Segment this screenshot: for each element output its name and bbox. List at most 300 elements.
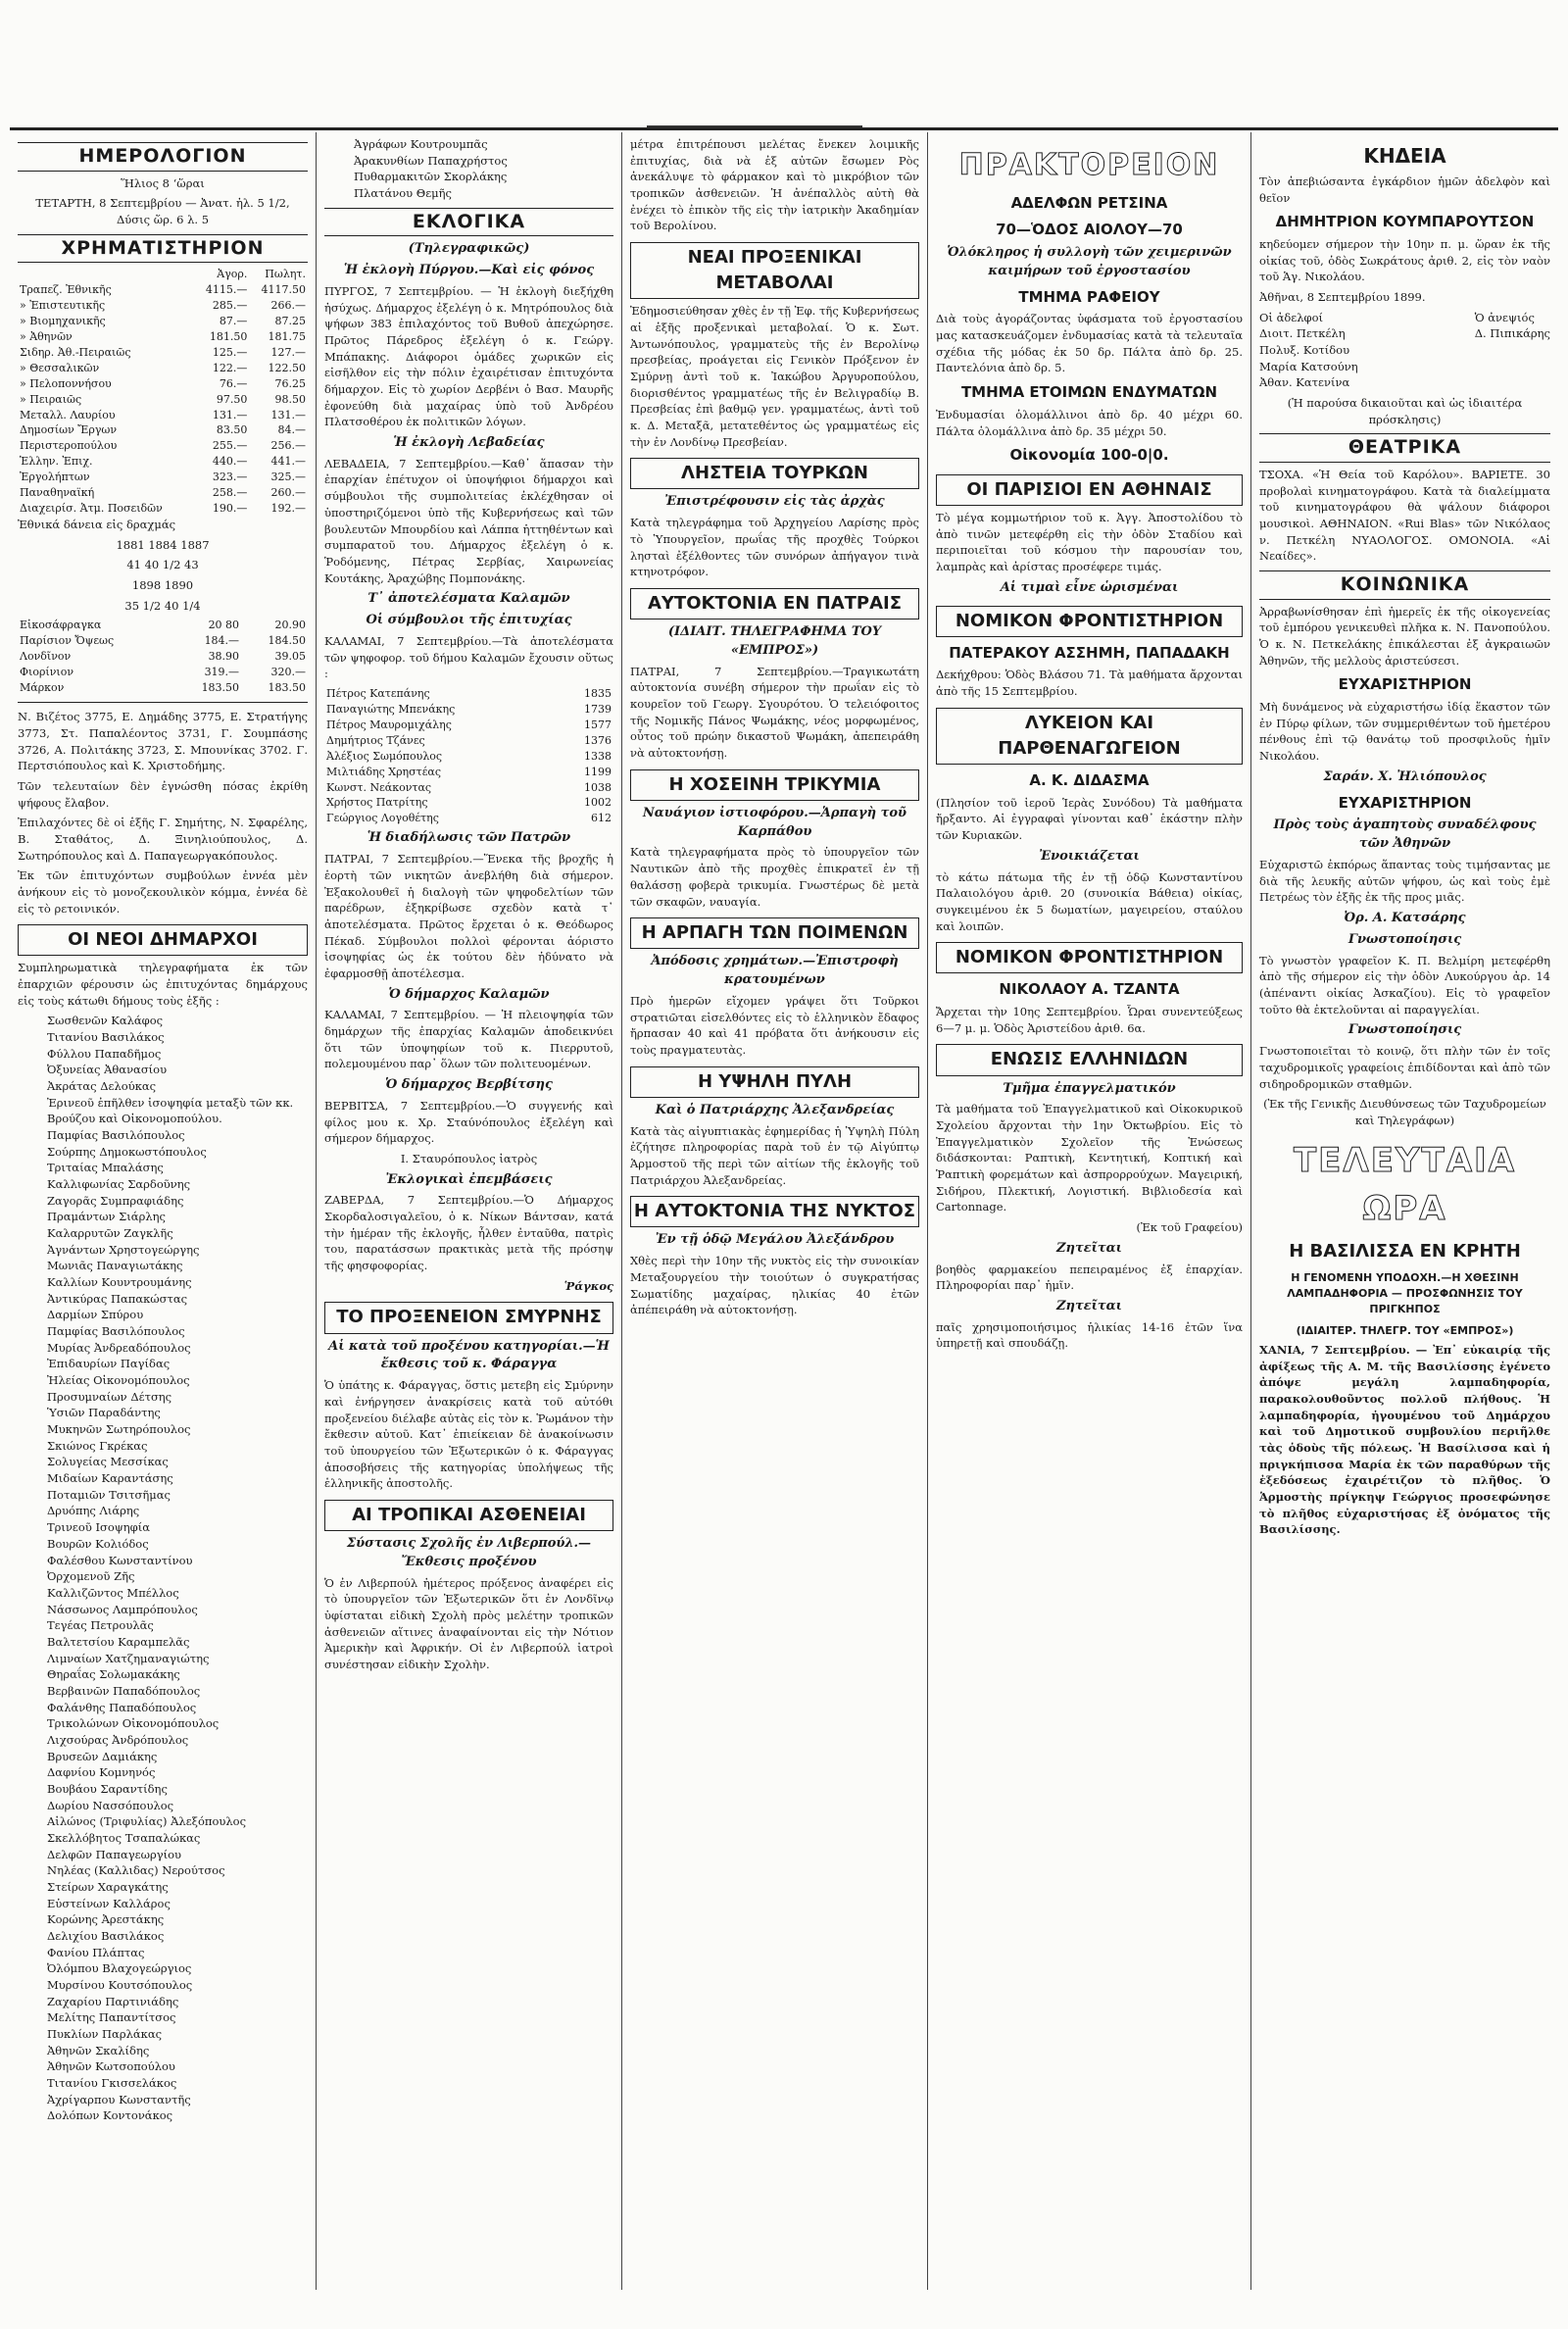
exchange-row-cell: Περιστεροπούλου	[20, 439, 118, 453]
exchange-row-cell: Σιδηρ. Ἀθ.-Πειραιῶς	[20, 345, 131, 359]
turks-title: ΛΗΣΤΕΙΑ ΤΟΥΡΚΩΝ	[630, 458, 919, 489]
mayor-list-item: Τριταίας Μπαλάσης	[47, 1161, 164, 1175]
law-school-subtitle: ΠΑΤΕΡΑΚΟΥ ΑΣΣΗΜΗ, ΠΑΠΑΔΑΚΗ	[949, 643, 1230, 662]
exchange-row-cell: Πωλητ.	[265, 268, 306, 281]
exchange-row-cell: 127.—	[270, 345, 306, 359]
exchange-row-cell: 83.50	[216, 423, 248, 437]
kalamai-row-cell: 1376	[584, 733, 612, 747]
exchange-row	[18, 329, 308, 345]
kalamai-row-cell: 1038	[584, 780, 612, 794]
exchange-row-cell: 255.—	[212, 439, 248, 453]
exchange-row-cell: 181.50	[209, 329, 248, 343]
mayor-list-item: Ζαγορᾶς Συμπραφιάδης	[47, 1193, 184, 1208]
smyrna-text: Ὁ ὑπάτης κ. Φάραγγας, ὅστις μετεβη εἰς Σμύρνην καὶ ἐνήργησεν ἀνακρίσεις κατὰ τοῦ αὐτόθι προξενείου διέλαβε αὐτὰς εἰς τὸν κ. Ῥωμάνον τὴν ἔκθεσιν αὐτοῦ. Κατ᾽ ἐπιείκειαν δὲ ἀνακοίνωσιν τοῦ ὑπουργείου τῶν Ἐξωτερικῶν ὁ κ. Φάραγγας ἀποσοβήσεις τῆς κατηγορίας ὑπολήψεως τῆς ἑλληνικῆς ἀποστολῆς.	[324, 1378, 613, 1491]
exchange-row-cell: 181.75	[268, 329, 306, 343]
rate-row-cell: 183.50	[268, 681, 306, 695]
exchange-row-cell: 256.—	[270, 439, 306, 453]
zaverda-headline: Ἐκλογικαὶ ἐπεμβάσεις	[385, 1171, 553, 1187]
notice-2-text: Γνωστοποιεῖται τὸ κοινῷ, ὅτι πλὴν τῶν ἐν τοῖς ταχυδρομικοῖς γραφείοις ἐπιδίδονται καὶ ἀπὸ τῶν σιδηροδρομικῶν σταθμῶν.	[1259, 1044, 1550, 1091]
mayor-list-item: Παμφίας Βασιλόπουλος	[47, 1128, 185, 1143]
mayor-list-item: Σολυγείας Μεσσίκας	[47, 1455, 169, 1469]
rate-row	[18, 633, 308, 649]
mayor-list-item: Νηλέας (Καλλιδας) Νερούτσος	[47, 1863, 225, 1878]
patras-headline: Ἡ διαδήλωσις τῶν Πατρῶν	[367, 830, 571, 846]
mayor-list-item: Ἀθηνῶν Σκαλίδης	[47, 2043, 150, 2057]
funeral-signatories	[1259, 310, 1550, 395]
kalamai-mayor-headline: Ὁ δήμαρχος Καλαμῶν	[388, 986, 550, 1002]
exchange-row-cell: Τραπεζ. Ἐθνικῆς	[20, 283, 112, 297]
mayor-list-item: Φανίου Πλάπτας	[47, 1945, 145, 1959]
exchange-row-cell: Παναθηναϊκή	[20, 486, 95, 500]
kalamai-row	[324, 811, 613, 826]
exchange-row	[18, 282, 308, 298]
mayor-list-item: Ἀκράτας Δελούκας	[47, 1079, 157, 1094]
consuls-text: Ἐδημοσιεύθησαν χθὲς ἐν τῇ Ἐφ. τῆς Κυβερνήσεως αἱ ἑξῆς προξενικαὶ μεταβολαί. Ὁ κ. Σωτ. Ἀντωνόπουλος, γραμματεὺς τῆς ἐν Βερολίνῳ πρεσβείας, προάγεται εἰς Γενικὸν Πρόξενον ἐν Σμύρνῃ ἀντὶ τοῦ κ. Ἰακώβου Ἀργυροπούλου, διορισθέντος γραμματέως τῆς ἐν Βελιγραδίῳ Β. Πρεσβείας ἐπὶ βαθμῷ γεν. γραμματέως, ἀντὶ τοῦ κ. Δ. Μεταξᾶ, μετατεθέντος ὡς γραμματέως εἰς τὴν ἐν Λονδίνῳ Πρεσβείαν.	[630, 304, 919, 449]
agency-ad-text: Διὰ τοὺς ἀγοράζοντας ὑφάσματα τοῦ ἐργοστασίου μας κατασκευάζομεν ἐνδυμασίας κατὰ τὰ τελευταῖα σχέδια τῆς μόδας ἐκ 50 δρ. Πάλτα ἀπὸ δρ. 25. Παντελόνια ἀπὸ δρ. 5.	[936, 312, 1243, 375]
rate-row-cell: Εἰκοσάφραγκα	[20, 619, 102, 632]
kalamai-row-cell: Πέτρος Μαυρομιχάλης	[326, 718, 452, 731]
exchange-row-cell: 125.—	[212, 345, 248, 359]
notice-1-text: Τὸ γνωστὸν γραφεῖον Κ. Π. Βελμίρη μετεφέρθη ἀπὸ τῆς σήμερον εἰς τὴν ὁδὸν Λυκούργου ἀρ. 14 (ἀπέναντι οἰκίας Ἀσκαζίου). Εἰς τὸ γραφεῖον τοῦτο θὰ ἐκτελοῦνται αἱ παραγγελίαι.	[1259, 953, 1550, 1016]
rate-row-cell: Μάρκον	[20, 681, 65, 695]
mayor-list-item: Καλλίων Κουντρουμάνης	[47, 1275, 192, 1290]
mayor-list-item: Σκελλόβητος Τσαπαλώκας	[47, 1830, 201, 1845]
mayor-list-item: Δαρμίων Σπύρου	[47, 1308, 144, 1322]
union-note: (Ἐκ τοῦ Γραφείου)	[1136, 1220, 1243, 1235]
exchange-row	[18, 408, 308, 423]
exchange-row-cell: 4117.50	[261, 283, 306, 297]
exchange-row-cell	[18, 267, 194, 282]
elections-title: ΕΚΛΟΓΙΚΑ	[324, 208, 613, 237]
kalamai-row-cell: Κωνστ. Νεάκοντας	[326, 780, 432, 794]
rate-row-cell: 320.—	[270, 666, 306, 679]
mayor-list-item: Βαλτετσίου Καραμπελᾶς	[47, 1634, 190, 1649]
results-paragraph-4: Ἐκ τῶν ἐπιτυχόντων συμβούλων ἐννέα μὲν ἀνήκουν εἰς τὸ μονοζεκουλικὸν κόμμα, ἐννέα δὲ εἰς τὸ ρετοινικόν.	[18, 868, 308, 916]
kalamai-row-cell: 1577	[584, 718, 612, 731]
exchange-row	[18, 361, 308, 376]
kalamai-intro: ΚΑΛΑΜΑΙ, 7 Σεπτεμβρίου.—Τὰ ἀποτελέσματα τῶν ψηφοφορ. τοῦ δήμου Καλαμῶν ἔχουσιν οὕτως :	[324, 633, 613, 681]
agency-ad-address: 70—ὉΔΟΣ ΑΙΟΛΟΥ—70	[996, 221, 1183, 239]
notice-2-signature: (Ἐκ τῆς Γενικῆς Διευθύνσεως τῶν Ταχυδρομείων καὶ Τηλεγράφων)	[1263, 1097, 1546, 1127]
exchange-row-cell: 76.—	[219, 376, 248, 390]
agency-ad-subtitle: ΑΔΕΛΦΩΝ ΡΕΤΣΙΝΑ	[1010, 193, 1168, 212]
porte-headline: Καὶ ὁ Πατριάρχης Ἀλεξανδρείας	[655, 1102, 895, 1117]
rate-row-cell: Λονδῖνον	[20, 650, 72, 664]
storm-text: Κατὰ τηλεγραφήματα πρὸς τὸ ὑπουργεῖον τῶν Ναυτικῶν ἀπὸ τῆς προχθὲς ἐπικρατεῖ ἐν τῇ θαλάσσῃ φοβερὰ τρικυμία. Γνωστέρως δὲ μετὰ τῶν σκαφῶν, ναυαγία.	[630, 845, 919, 909]
mayor-list-item: Ἀρακυνθίων Παπαχρήστος	[354, 153, 508, 168]
exchange-row	[18, 422, 308, 438]
mayor-list-item: Πυθαρμακιτῶν Σκορλάκης	[354, 170, 508, 184]
agency-ad-tagline: Ὁλόκληρος ἡ συλλογὴ τῶν χειμερινῶν καιμήρων τοῦ ἐργοστασίου	[947, 245, 1232, 278]
kalamai-row	[324, 686, 613, 702]
loans-row-4: 35 1/2 40 1/4	[124, 598, 201, 613]
mayors-list-continued	[324, 136, 613, 202]
law-school-2-title: ΝΟΜΙΚΟΝ ΦΡΟΝΤΙΣΤΗΡΙΟΝ	[936, 942, 1243, 973]
patras-suicide-title: ΑΥΤΟΚΤΟΝΙΑ ΕΝ ΠΑΤΡΑΙΣ	[630, 588, 919, 619]
mayor-list-item: Λιχσούρας Ἀνδρόπουλος	[47, 1732, 189, 1747]
exchange-row-cell: » Ἐπιστευτικῆς	[20, 298, 106, 312]
exchange-row	[18, 345, 308, 361]
patras-suicide-text: ΠΑΤΡΑΙ, 7 Σεπτεμβρίου.—Τραγικωτάτη αὐτοκτονία συνέβη σήμερον τὴν πρωΐαν εἰς τὸ κουρεῖον τοῦ Γεωργ. Σγουρότου. Ὁ τελειόφοιτος τῆς Νομικῆς Πάνος Ψωμάκης, νέος μορφωμένος, οὗτος τοῦ πρώην δικαστοῦ Ψωμάκη, ἀπεπειράθη νὰ αὐτοκτονήσῃ.	[630, 664, 919, 761]
funeral-siblings: Οἱ ἀδελφοί Διοιτ. Πετκέλη Πολυξ. Κοτίδου Μαρία Κατσούνη Ἀθαν. Κατενίνα	[1259, 310, 1358, 390]
theatre-title: ΘΕΑΤΡΙΚΑ	[1259, 433, 1550, 463]
mayor-list-item: Φαλάνθης Παπαδόπουλος	[47, 1700, 197, 1714]
rate-row	[18, 680, 308, 696]
union-subtitle: Τμῆμα ἐπαγγελματικόν	[1003, 1080, 1176, 1096]
exchange-row-cell: Ἑλλην. Ἐπιχ.	[20, 455, 93, 469]
wanted-headline: Ζητεῖται	[1056, 1240, 1122, 1256]
rates-table	[18, 618, 308, 696]
vervitsa-headline: Ὁ δήμαρχος Βερβίτσης	[385, 1077, 553, 1093]
vervitsa-text: ΒΕΡΒΙΤΣΑ, 7 Σεπτεμβρίου.—Ὁ συγγενής καὶ φίλος μου κ. Χρ. Σταύνόπουλος ἐξελέγη καὶ σήμερον δήμαρχος.	[324, 1098, 613, 1146]
mayor-list-item: Δελφῶν Παπαγεωργίου	[47, 1847, 182, 1861]
shepherds-headline: Ἀπόδοσις χρημάτων.—Ἐπιστροφὴ κρατουμένων	[651, 954, 899, 988]
mayor-list-item: Μυκηνῶν Σωτηρόπουλος	[47, 1422, 191, 1437]
kalamai-row-cell: 1199	[584, 765, 612, 778]
parisian-text: Τὸ μέγα κομμωτήριον τοῦ κ. Ἀγγ. Ἀποστολίδου τὸ ἀπὸ τινῶν μετεφέρθη εἰς τὴν ὁδὸν Σταδίου καὶ περιποιεῖται τοῦ κόσμου τὴν παρουσίαν του, λαμπρὰς καὶ ἀρίστας προσέφερε τιμάς.	[936, 511, 1243, 574]
mayor-list-item: Δρυόπης Λιάρης	[47, 1504, 140, 1518]
exchange-row-cell: 87.25	[274, 314, 306, 327]
exchange-row-cell: 4115.—	[205, 283, 248, 297]
exchange-row	[18, 454, 308, 470]
exchange-row-cell: » Πειραιῶς	[20, 392, 82, 406]
calendar-line-2: ΤΕΤΑΡΤΗ, 8 Σεπτεμβρίου — Ἀνατ. ἡλ. 5 1/2, Δύσις ὥρ. 6 λ. 5	[35, 196, 290, 226]
last-hour-title: ΤΕΛΕΥΤΑΙΑ ΩΡΑ	[1293, 1140, 1517, 1228]
exchange-row-cell: 323.—	[212, 471, 248, 484]
mayor-list-item: Δολόπων Κοντονάκος	[47, 2108, 173, 2123]
mayor-list-item: Μυρίας Ἀνδρεαδόπουλος	[47, 1340, 191, 1355]
rate-row-cell: 319.—	[204, 666, 240, 679]
exchange-row-cell: Μεταλλ. Λαυρίου	[20, 408, 116, 421]
lyceum-title: ΛΥΚΕΙΟΝ ΚΑΙ ΠΑΡΘΕΝΑΓΩΓΕΙΟΝ	[936, 708, 1243, 765]
exchange-row	[18, 267, 308, 282]
exchange-row-cell: » Ἀθηνῶν	[20, 329, 73, 343]
column-1	[10, 132, 316, 2290]
notice-2-title: Γνωστοποίησις	[1348, 1022, 1462, 1038]
mayor-list-item: Παμφίας Βασιλόπουλος	[47, 1324, 185, 1339]
kalamai-row-cell: Παναγιώτης Μπενάκης	[326, 702, 456, 716]
mayor-list-item: Ζαχαρίου Παρτινιάδης	[47, 1994, 179, 2008]
kalamai-row-cell: 1739	[584, 702, 612, 716]
smyrna-headline: Αἱ κατὰ τοῦ προξένου κατηγορίαι.—Ἡ ἔκθεσις τοῦ κ. Φάραγγα	[328, 1338, 610, 1372]
funeral-title: ΚΗΔΕΙΑ	[1363, 144, 1446, 168]
column-2	[316, 132, 621, 2290]
mayor-list-item: Δωρίου Νασσόπουλος	[47, 1798, 174, 1812]
exchange-row	[18, 376, 308, 392]
results-paragraph: Ν. Βιζέτος 3775, Ε. Δημάδης 3775, Ε. Στρατήγης 3773, Στ. Παπαλέοντος 3731, Γ. Σουμπάσης 3726, Α. Πολιτάκης 3723, Σ. Μπουνίκας 3702. Γ. Περτσιόπουλος καὶ Κ. Χριστοδήμης.	[18, 710, 308, 773]
exchange-row-cell: 87.—	[219, 314, 248, 327]
mayor-list-item: Εὐστείνων Καλλάρος	[47, 1896, 171, 1910]
kalamai-row-cell: Χρήστος Πατρίτης	[326, 796, 428, 810]
thanks-2-headline: Πρὸς τοὺς ἀγαπητοὺς συναδέλφους τῶν Ἀθηνῶν	[1273, 818, 1537, 852]
mayor-list-item: Ἀγνάντων Χρηστογεώργης	[47, 1242, 200, 1257]
mayor-list-item: Προσυμναίων Δέτσης	[47, 1389, 172, 1404]
mayor-list-item: Βουρῶν Κολιόδος	[47, 1536, 149, 1551]
exchange-title: ΧΡΗΜΑΤΙΣΤΗΡΙΟΝ	[18, 234, 308, 264]
mayor-list-item: Μωνιᾶς Παναγιωτάκης	[47, 1259, 183, 1273]
mayor-list-item: Καλλιζῶντος Μπέλλος	[47, 1585, 179, 1600]
night-suicide-headline: Ἐν τῇ ὁδῷ Μεγάλου Ἀλεξάνδρου	[655, 1232, 895, 1248]
kalamai-row	[324, 718, 613, 733]
mayor-list-item: Ἀντικύρας Παπακώστας	[47, 1291, 188, 1306]
rate-row-cell: 38.90	[208, 650, 240, 664]
zaverda-signature: Ῥάγκος	[564, 1278, 613, 1293]
rate-row	[18, 618, 308, 633]
rate-row-cell: 39.05	[274, 650, 306, 664]
mayor-list-item: Μιδαίων Καραντάσης	[47, 1471, 173, 1486]
rent-text: τὸ κάτω πάτωμα τῆς ἐν τῇ ὁδῷ Κωνσταντίνου Παλαιολόγου ἀριθ. 20 (συνοικία Βάθεια) οἰκίας, συγκειμένου ἐκ 5 δωματίων, μαγειρείου, σταύλου καὶ λοιπῶν.	[936, 869, 1243, 933]
rate-row-cell: 184.50	[268, 634, 306, 648]
mayor-list-item: Ὑσιῶν Παραδάντης	[47, 1406, 161, 1420]
mayor-list-item: Πυκλίων Παρλάκας	[47, 2026, 163, 2041]
calendar-line-1: Ἥλιος 8 ‘ὥραι	[121, 175, 205, 190]
kalamai-row-cell: Δημήτριος Τζάνες	[326, 733, 425, 747]
exchange-row-cell: » Πελοποννήσου	[20, 376, 112, 390]
wanted-2-headline: Ζητεῖται	[1056, 1298, 1122, 1313]
exchange-row	[18, 314, 308, 329]
top-rule	[10, 127, 1558, 130]
exchange-row-cell: 441.—	[270, 455, 306, 469]
kalamai-mayor-text: ΚΑΛΑΜΑΙ, 7 Σεπτεμβρίου. — Ἡ πλειοψηφία τῶν δημάρχων τῆς ἐπαρχίας Καλαμῶν ἀποδεικνύει ὅτι τῶν ὑποψηφίων τοῦ κ. Πιερρυτοῦ, πολεμουμένου παρ᾽ ὅλων τῶν πολιτευομένων.	[324, 1008, 613, 1071]
night-suicide-title: Η ΑΥΤΟΚΤΟΝΙΑ ΤΗΣ ΝΥΚΤΟΣ	[630, 1196, 919, 1227]
parisian-title: ΟΙ ΠΑΡΙΣΙΟΙ ΕΝ ΑΘΗΝΑΙΣ	[936, 474, 1243, 506]
exchange-row-cell: 84.—	[277, 423, 306, 437]
rate-row-cell: 184.—	[204, 634, 240, 648]
rent-headline: Ἐνοικιάζεται	[1039, 848, 1140, 864]
shepherds-title: Η ΑΡΠΑΓΗ ΤΩΝ ΠΟΙΜΕΝΩΝ	[630, 917, 919, 949]
union-title: ΕΝΩΣΙΣ ΕΛΛΗΝΙΔΩΝ	[936, 1044, 1243, 1075]
consuls-title: ΝΕΑΙ ΠΡΟΞΕΝΙΚΑΙ ΜΕΤΑΒΟΛΑΙ	[630, 242, 919, 299]
mayor-list-item: Μυρσίνου Κουτσόπουλος	[47, 1977, 193, 1992]
kalamai-row-cell: Γεώργιος Λογοθέτης	[326, 812, 439, 825]
queen-title: Η ΒΑΣΙΛΙΣΣΑ ΕΝ ΚΡΗΤΗ	[1289, 1241, 1521, 1263]
funeral-name: ΔΗΜΗΤΡΙΟΝ ΚΟΥΜΠΑΡΟΥΤΣΟΝ	[1275, 213, 1535, 231]
kalamai-row	[324, 749, 613, 765]
night-suicide-text: Χθὲς περὶ τὴν 10ην τῆς νυκτὸς εἰς τὴν συνοικίαν Μεταξουργείου τὴν τοιούτων ὁ συγκρατήσας Σωματίδης μαχαίρας, ηλικίας 40 ἐτῶν ἀπέπειράθη νὰ αὐτοκτονήσῃ.	[630, 1254, 919, 1317]
exchange-row-cell: 285.—	[212, 298, 248, 312]
exchange-row-cell: 266.—	[270, 298, 306, 312]
exchange-row	[18, 392, 308, 408]
rate-row	[18, 649, 308, 665]
exchange-row	[18, 438, 308, 454]
exchange-row-cell: Δημοσίων Ἔργων	[20, 423, 118, 437]
porte-title: Η ΥΨΗΛΗ ΠΥΛΗ	[630, 1066, 919, 1098]
kalamai-row-cell: Πέτρος Κατεπάνης	[326, 686, 430, 700]
thanks-2-title: ΕΥΧΑΡΙΣΤΗΡΙΟΝ	[1338, 793, 1472, 812]
mayor-list-item: Τιτανίου Βασιλάκος	[47, 1030, 165, 1044]
turks-text: Κατὰ τηλεγράφημα τοῦ Ἀρχηγείου Λαρίσης πρὸς τὸ Ὑπουργεῖον, πρωΐας τῆς προχθὲς Τούρκοι λησταὶ ἐξέλθοντες τῶν συνόρων ἀπήγαγον τινὰ κτηνοτρόφον.	[630, 516, 919, 579]
law-school-text: Δεκήχθρου: Ὁδὸς Βλάσου 71. Τὰ μαθήματα ἄρχονται ἀπὸ τῆς 15 Σεπτεμβρίου.	[936, 668, 1243, 699]
exchange-row-cell: Διαχειρίσ. Ἀτμ. Ποσειδῶν	[20, 502, 163, 516]
mayor-list-item: Στείρων Χαραγκάτης	[47, 1879, 169, 1894]
wanted-2-text: παῖς χρησιμοποιήσιμος ἡλικίας 14-16 ἐτῶν ἵνα ὑπηρετῇ καὶ σπουδάζῃ.	[936, 1319, 1243, 1351]
funeral-date: Ἀθῆναι, 8 Σεπτεμβρίου 1899.	[1259, 290, 1426, 305]
mayor-list-item: Ὀλόμπου Βλαχογεώργιος	[47, 1961, 192, 1976]
kalamai-results-table	[324, 686, 613, 826]
patras-suicide-subhead: (ΙΔΙΑΙΤ. ΤΗΛΕΓΡΑΦΗΜΑ ΤΟΥ «ΕΜΠΡΟΣ»)	[667, 623, 882, 658]
agency-ad-section-2: ΤΜΗΜΑ ΕΤΟΙΜΩΝ ΕΝΔΥΜΑΤΩΝ	[960, 383, 1218, 402]
kalamai-row	[324, 702, 613, 718]
calendar-title: ΗΜΕΡΟΛΟΓΙΟΝ	[18, 142, 308, 172]
kalamai-headline: Τ᾽ ἀποτελέσματα Καλαμῶν	[368, 591, 570, 607]
mayor-list-item: Ὀξυνείας Ἀθανασίου	[47, 1063, 168, 1077]
results-paragraph-2: Τῶν τελευταίων δὲν ἐγνώσθη πόσας ἐκρίθη ψήφους ἔλαβον.	[18, 778, 308, 810]
mayor-list-item: Βερβαινῶν Παπαδόπουλος	[47, 1683, 201, 1698]
funeral-intro: Τὸν ἀπεβιώσαντα ἐγκάρδιον ἡμῶν ἀδελφὸν καὶ θεῖον	[1259, 174, 1550, 205]
exchange-row-cell: » Θεσσαλικῶν	[20, 361, 100, 374]
social-text: Ἀρραβωνίσθησαν ἐπὶ ἡμερεῖς ἐκ τῆς οἰκογενείας τοῦ ἐμπόρου γενικευθεὶ πλῆκα κ. Ν. Πανοπούλου. Ὁ κ. Ν. Πετκελάκης ἐπικάλεσται ἐξ ἀγκραιωῶν Ἀθηνῶν, τῆς μελλοὺς ἀριστεύσεσι.	[1259, 604, 1550, 668]
mayor-list-item: Καλλιφωνίας Σαρδοῦνης	[47, 1177, 191, 1192]
shepherds-text: Πρὸ ἡμερῶν εἴχομεν γράψει ὅτι Τοῦρκοι στρατιῶται εἰσελθόντες εἰς τὸ ἑλληνικὸν ἔδαφος ἤρπασαν 40 καὶ 41 πρόβατα ὅτι ἀνήκουσιν εἰς τοὺς πραγματευτὰς.	[630, 993, 919, 1057]
divider	[18, 702, 308, 703]
levadia-text: ΛΕΒΑΔΕΙΑ, 7 Σεπτεμβρίου.—Καθ᾽ ἅπασαν τὴν ἐπαρχίαν ἐπέτυχον οἱ ὑποψήφιοι δήμαρχοι καὶ σύμβουλοι τῆς συμπολιτείας ἐκλέχθησαν οἱ ὑποστηριζόμενοι ὑπὸ τῆς Κυβερνήσεως καὶ τῶν βουλευτῶν Μπουρδίου καὶ Λάππα ἡττηθέντων καὶ συμπαρατοῦ του. Δήμαρχος ἐξελέγη ὁ κ. Ῥοδόμενης, Πέτρας Σερβίας, Χαιρωνείας Κουτάκης, Ἀραχώβης Πομπονάκης.	[324, 456, 613, 585]
levadia-headline: Ἡ ἐκλογὴ Λεβαδείας	[393, 434, 545, 450]
mayor-list-item: Τρινεοῦ Ισοψηφία	[47, 1520, 151, 1535]
mayor-list-item: Λιμναίων Χατζημαναγιώτης	[47, 1651, 210, 1665]
mayor-list-item: Τρικολώνων Οἰκονομόπουλος	[47, 1716, 220, 1731]
exchange-row-cell: 190.—	[212, 502, 248, 516]
parisian-note: Αἱ τιμαὶ εἶνε ὡρισμέναι	[1000, 579, 1179, 595]
kalamai-row	[324, 765, 613, 780]
mayor-list-item: Σκιώνος Γκρέκας	[47, 1438, 148, 1453]
loans-row-3: 1898 1890	[131, 578, 194, 593]
mayor-list-item: Καλαρρυτῶν Ζαγκλῆς	[47, 1226, 173, 1241]
smyrna-title: ΤΟ ΠΡΟΞΕΝΕΙΟΝ ΣΜΥΡΝΗΣ	[324, 1302, 613, 1333]
rate-row-cell: Παρίσιον Ὄψεως	[20, 634, 115, 648]
theatre-text: ΤΣΟΧΑ. «Ἡ Θεία τοῦ Καρόλου». ΒΑΡΙΕΤΕ. 30 προβολαὶ κινηματογράφου. Κατὰ τὰ διαλείμματα τοῦ κινηματογράφου θὰ ψάλουν διάφοροι μουσικοὶ. ΑΘΗΝΑΙΟΝ. «Rui Blas» τῶν Νικόλαος ν. Πετκέλη ΝΥΑΟΛΟΓΟΣ. ΟΜΟΝΟΙΑ. «Αἱ Νεαίδες».	[1259, 468, 1550, 564]
mayor-list-item: Μελίτης Παπαντίτσος	[47, 2010, 176, 2025]
exchange-row-cell: 131.—	[270, 408, 306, 421]
storm-headline: Ναυάγιον ἰστιοφόρου.—Ἁρπαγὴ τοῦ Καρπάθου	[642, 805, 907, 839]
exchange-table	[18, 267, 308, 517]
mayors-intro: Συμπληρωματικὰ τηλεγραφήματα ἐκ τῶν ἐπαρχιῶν φέρουσιν ὡς ἐπιτυχόντας δημάρχους εἰς τοὺς κάτωθι δήμους τοὺς ἑξῆς :	[18, 961, 308, 1008]
mayor-list-item: Σωσθενῶν Καλάφος	[47, 1014, 164, 1028]
notice-1-title: Γνωστοποίησις	[1348, 931, 1462, 947]
law-school-2-subtitle: ΝΙΚΟΛΑΟΥ Α. ΤΖΑΝΤΑ	[999, 980, 1180, 999]
porte-text: Κατὰ τὰς αἰγυπτιακὰς ἐφημερίδας ἡ Ὑψηλὴ Πύλη ἐζήτησε πληροφορίας παρὰ τοῦ ἐν τῷ Αἰγύπτῳ Ἁρμοστοῦ τῆς περὶ τῶν αἰτίων τῆς ἐκλογῆς τοῦ Πατριάρχου Ἀλεξανδρείας.	[630, 1123, 919, 1187]
zaverda-text: ΖΑΒΕΡΔΑ, 7 Σεπτεμβρίου.—Ὁ Δήμαρχος Σκορδαλοσιγαλεῖου, ὁ κ. Νίκων Βάντσαν, κατά τὴν ἡμέραν τῆς ἐκλογῆς, ἦλθεν ἐνταῦθα, πατρὶς του, παρατάσσων πρακτικὰς μετὰ τῆς πρόσηψ τῆς φησφοφορίας.	[324, 1193, 613, 1273]
pyrgos-headline: Ἡ ἐκλογὴ Πύργου.—Καὶ εἰς φόνος	[343, 263, 595, 278]
queen-text: ΧΑΝΙΑ, 7 Σεπτεμβρίου. — Ἐπ᾽ εὐκαιρίᾳ τῆς ἀφίξεως τῆς Α. Μ. τῆς Βασιλίσσης ἐγένετο ἀπόψε μεγάλη λαμπαδηφορία, παρακολουθοῦντος πολλοῦ πλήθους. Ἡ λαμπαδηφορία, ἡγουμένου τοῦ Δημάρχου καὶ τοῦ Δημοτικοῦ συμβουλίου περιῆλθε τὰς ὁδοὺς τῆς πόλεως. Ἡ Βασίλισσα καὶ ἡ πριγκήπισσα Μαρία ἐκ τῶν παραθύρων τῆς ἐξεδόσεως ἐχαιρέτιζον τὸ πλῆθος. Ὁ Ἁρμοστὴς πρίγκηψ Γεώργιος προσεφώνησε τὸ πλῆθος εὐχαριστήσας ἐξ ὀνόματος τῆς Βασιλίσσης.	[1259, 1343, 1550, 1537]
exchange-row-cell: 76.25	[274, 376, 306, 390]
mayor-list-item: Ὀρχομενοῦ Ζῆς	[47, 1569, 135, 1584]
rate-row-cell: Φιορίνιον	[20, 666, 74, 679]
kalamai-row	[324, 733, 613, 749]
kalamai-row-cell: Ἀλέξιος Σωμόπουλος	[326, 749, 443, 763]
mayor-list-item: Πλατάνου Θεμῆς	[354, 186, 452, 201]
column-5	[1250, 132, 1558, 2290]
kalamai-row-cell: Μιλτιάδης Χρηστέας	[326, 765, 442, 778]
exchange-row-cell: 258.—	[212, 486, 248, 500]
column-3	[621, 132, 927, 2290]
kalamai-subhead: Οἱ σύμβουλοι τῆς ἐπιτυχίας	[366, 613, 572, 628]
funeral-nephew: Ὁ ἀνεψιός Δ. Πιπικάρης	[1474, 310, 1550, 341]
loans-row-2: 41 40 1/2 43	[126, 558, 199, 572]
telegrams-label: (Τηλεγραφικῶς)	[408, 241, 530, 257]
exchange-row	[18, 470, 308, 485]
mayor-list-item: Ἀγράφων Κουτρουμπᾶς	[354, 137, 488, 151]
funeral-footnote: (Ἡ παρούσα δικαιοῦται καὶ ὡς ἰδιαιτέρα πρόσκλησις)	[1287, 396, 1523, 426]
mayor-list-item: Πραμάντων Σιάρλης	[47, 1210, 166, 1224]
tropical-title: ΑΙ ΤΡΟΠΙΚΑΙ ΑΣΘΕΝΕΙΑΙ	[324, 1500, 613, 1531]
loans-label: Ἐθνικά δάνεια εἰς δραχμάς	[18, 518, 176, 532]
vervitsa-signature: Ι. Σταυρόπουλος ἰατρὸς	[400, 1151, 538, 1165]
rate-row-cell: 20.90	[274, 619, 306, 632]
thanks-signature: Σαράν. Χ. Ἠλιόπουλος	[1323, 768, 1487, 784]
agency-ad-footer: Οἰκονομία 100-0|0.	[1009, 446, 1169, 465]
results-paragraph-3: Ἐπιλαχόντες δὲ οἱ ἑξῆς Γ. Σημήτης, Ν. Σφαρέλης, Β. Σταθάτος, Δ. Ξινηλιούπουλος, Δ. Σωτηρόπουλος καὶ Δ. Παπαγεωργακόπουλος.	[18, 816, 308, 863]
thanks-text: Μὴ δυνάμενος νὰ εὐχαριστήσω ἰδίᾳ ἕκαστον τῶν ἐν Πύρῳ φίλων, τῶν συμμεριθέντων τοῦ ἡμετέρου πένθους ἐπὶ τῷ θανάτῳ τοῦ προσφιλοῦς ἡμῖν Νικολάου.	[1259, 700, 1550, 764]
lyceum-subtitle: Α. Κ. ΔΙΔΑΣΜΑ	[1029, 770, 1150, 789]
rate-row-cell: 183.50	[201, 681, 240, 695]
exchange-row-cell: » Βιομηχανικῆς	[20, 314, 106, 327]
mayor-list-item: Θηραΐας Σολωμακάκης	[47, 1667, 180, 1682]
exchange-row-cell: 122.—	[212, 361, 248, 374]
kalamai-row	[324, 795, 613, 811]
patras-text: ΠΑΤΡΑΙ, 7 Σεπτεμβρίου.—Ἕνεκα τῆς βροχῆς ἡ ἑορτὴ τῶν νικητῶν ἀνεβλήθη διὰ σήμερον. Ἐξακολουθεῖ ἡ διαλογὴ τῶν ψηφοδελτίων τῶν παρέδρων, ἐξηκρίβωσε σχεδὸν κατὰ τ᾽ ἀποτελέσματα. Πρῶτος ἔρχεται ὁ κ. Θεόδωρος Πέκαδ. Σύμβουλοι πολλοὶ φέρονται ἀόριστο ἰσοψηφίας ὡς ἐκ τούτου δὲν ἠδύνατο νὰ ἐφαρμοσθῇ ἀποτέλεσμα.	[324, 852, 613, 980]
exchange-row-cell: 131.—	[212, 408, 248, 421]
mayor-list-item: Τιτανίου Γκισσελάκος	[47, 2076, 177, 2090]
loans-row-1: 1881 1884 1887	[116, 537, 210, 552]
mayor-list-item: Ἐπιδαυρίων Παγίδας	[47, 1357, 171, 1371]
mayor-list-item: Ἐρινεοῦ ἐπῆλθεν ἰσοψηφία μεταξὺ τῶν κκ. Βρούζου καὶ Οἰκονομοπούλου.	[47, 1095, 294, 1126]
kalamai-row-cell: 1835	[584, 686, 612, 700]
exchange-row	[18, 501, 308, 517]
exchange-row-cell: 97.50	[216, 392, 248, 406]
thanks-2-signature: Ὀρ. Α. Κατσάρης	[1344, 911, 1466, 926]
mayor-list-item: Κορώνης Ἀρεστάκης	[47, 1912, 165, 1927]
funeral-text: κηδεύομεν σήμερον τὴν 10ην π. μ. ὥραν ἐκ τῆς οἰκίας τοῦ, ὁδὸς Σωκράτους ἀριθ. 2, εἰς τὸν ναὸν τοῦ Ἁγ. Νικολάου.	[1259, 237, 1550, 284]
exchange-row	[18, 485, 308, 501]
lyceum-text: (Πλησίον τοῦ ἱεροῦ Ἱερὰς Συνόδου) Τὰ μαθήματα ἤρξαντο. Αἱ ἐγγραφαὶ γίνονται καθ᾽ ἑκάστην πλὴν τῶν Κυριακῶν.	[936, 795, 1243, 843]
mayor-list-item: Ποταμιῶν Τσιτσῆμας	[47, 1487, 171, 1502]
tropical-text: Ὁ ἐν Λιβερπούλ ἡμέτερος πρόξενος ἀναφέρει εἰς τὸ ὑπουργεῖον τῶν Ἐξωτερικῶν ὅτι ἐν Λονδῖνῳ ὑφίσταται εἰδικὴ Σχολὴ πρὸς μελέτην τροπικῶν ἀσθενειῶν αἵτινες ἀναφαίνονται εἰς τὴν Νότιον Ἀμερικὴν καὶ Ἀφρικήν. Οἱ ἐν Λιβερπούλ ἰατροὶ συνέστησαν εἰδικὴν Σχολὴν.	[324, 1575, 613, 1672]
kalamai-row-cell: 612	[591, 812, 612, 825]
exchange-row-cell: 440.—	[212, 455, 248, 469]
exchange-row-cell: 260.—	[270, 486, 306, 500]
mayor-list-item: Δαφνίου Κομνηνός	[47, 1765, 156, 1780]
agency-ad-title: ΠΡΑΚΤΟΡΕΙΟΝ	[958, 148, 1220, 182]
queen-subtitle: Η ΓΕΝΟΜΕΝΗ ΥΠΟΔΟΧΗ.—Η ΧΘΕΣΙΝΗ ΛΑΜΠΑΔΗΦΟΡΙΑ — ΠΡΟΣΦΩΝΗΣΙΣ ΤΟΥ ΠΡΙΓΚΗΠΟΣ	[1287, 1271, 1523, 1316]
kalamai-row-cell: 1002	[584, 796, 612, 810]
mayor-list-item: Δελιχίου Βασιλάκος	[47, 1928, 165, 1943]
queen-telegram: (ΙΔΙΑΙΤΕΡ. ΤΗΛΕΓΡ. ΤΟΥ «ΕΜΠΡΟΣ»)	[1296, 1324, 1514, 1338]
mayor-list-item: Σούρπης Δημοκωστόπουλος	[47, 1144, 207, 1159]
agency-ad-text-2: Ἐνδυμασίαι ὁλομάλλινοι ἀπὸ δρ. 40 μέχρι 60. Πάλτα ὁλομάλλινα ἀπὸ δρ. 35 μέχρι 50.	[936, 407, 1243, 438]
mayor-list-item: Νάσσωνος Λαμπρόπουλος	[47, 1602, 198, 1616]
turks-headline: Ἐπιστρέφουσιν εἰς τὰς ἀρχὰς	[664, 494, 885, 510]
thanks-title: ΕΥΧΑΡΙΣΤΗΡΙΟΝ	[1338, 675, 1472, 694]
mayors-title: ΟΙ ΝΕΟΙ ΔΗΜΑΡΧΟΙ	[18, 924, 308, 956]
mayor-list-item: Τεγέας Πετρουλᾶς	[47, 1618, 154, 1633]
mayor-list-item: Ἀχρίγαρπου Κωνσταντῆς	[47, 2092, 191, 2106]
kalamai-row	[324, 780, 613, 796]
pyrgos-text: ΠΥΡΓΟΣ, 7 Σεπτεμβρίου. — Ἡ ἐκλογὴ διεξήχθη ἡσύχως. Δήμαρχος ἐξελέγη ὁ κ. Μητρόπουλος διὰ ψήφων 383 ἐπιλαχόντος τοῦ Βυθοῦ ἀπεχώρησε. Πρῶτος Πάρεδρος ἐξελέγη ὁ κ. Γεώργ. Μπάπακης. Διάφοροι ὁμάδες χωρικῶν εἰς εἰσῆλθον εἰς τὴν πόλιν ἐχαιρέτισαν ἐπιτυχόντα δήμαρχον. Εἰς τὸ χωρίον Δερβένι ὁ Βασ. Μαυρῆς ἐφονεύθη διὰ μαχαίρας ὑπὸ τοῦ Ἀνδρέου Πλατσοθέρου ἐκ πολιτικῶν λόγων.	[324, 283, 613, 429]
mayor-list-item: Φαλέσθου Κωνσταντίνου	[47, 1553, 193, 1567]
exchange-row-cell: 192.—	[270, 502, 306, 516]
exchange-row-cell: Ἐργολήπτων	[20, 471, 90, 484]
rate-row	[18, 665, 308, 680]
social-title: ΚΟΙΝΩΝΙΚΑ	[1259, 570, 1550, 600]
agency-ad-section: ΤΜΗΜΑ ΡΑΦΕΙΟΥ	[1018, 287, 1160, 306]
masthead-ornament	[647, 100, 862, 127]
exchange-row-cell: 325.—	[270, 471, 306, 484]
mayor-list-item: Ἠλείας Οἰκονομόπουλος	[47, 1373, 190, 1388]
exchange-row	[18, 298, 308, 314]
mayor-list-item: Φύλλου Παπαδῆμος	[47, 1046, 162, 1061]
exchange-row-cell: Ἀγορ.	[217, 268, 248, 281]
rate-row-cell: 20 80	[208, 619, 240, 632]
